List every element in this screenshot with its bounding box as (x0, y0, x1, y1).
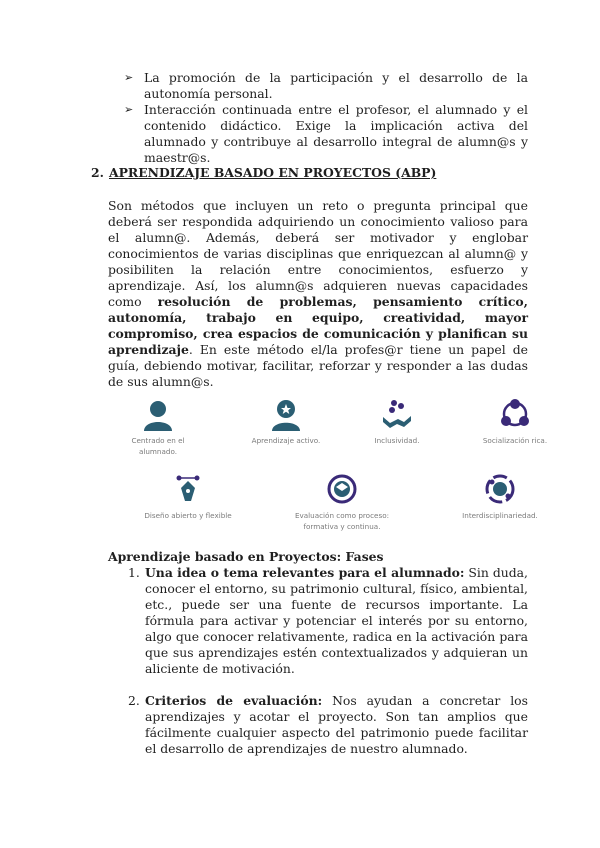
flexible-design-icon (171, 472, 205, 506)
feature-label: Interdisciplinariedad. (462, 511, 538, 520)
feature-label: Inclusividad. (374, 436, 420, 445)
feature-evaluation-process (282, 472, 402, 532)
phase-title: Criterios de evaluación: (145, 693, 323, 708)
section-number: 2. (91, 165, 104, 180)
section-title: APRENDIZAJE BASADO EN PROYECTOS (ABP) (109, 165, 437, 180)
inclusivity-icon (380, 397, 414, 431)
feature-student-centered (118, 397, 198, 457)
phase-title: Una idea o tema relevantes para el alumnado: (145, 565, 465, 580)
bullet-text: Interacción continuada entre el profesor, el alumnado y el contenido didáctico. Exige la implicación activa del alumnado y contribuye al desarrollo integral de alumn@s y maestr@s. (144, 102, 528, 165)
feature-flexible-design (138, 472, 238, 521)
feature-label: Evaluación como proceso: formativa y continua. (294, 511, 390, 531)
interdisciplinary-icon (483, 472, 517, 506)
feature-active-learning (236, 397, 336, 446)
abp-description (108, 198, 528, 390)
active-learning-icon (269, 397, 303, 431)
bullet-list (124, 70, 528, 166)
phase-text: Nos ayudan a concretar los aprendizajes y acotar el proyecto. Son tan amplios que fácilmente cualquier aspecto del patrimonio puede facilitar el desarrollo de aprendizajes de nuestro alumnado. (145, 693, 528, 756)
phases-list (128, 565, 528, 757)
phase-item (128, 565, 528, 677)
feature-label: Socialización rica. (482, 436, 548, 445)
feature-inclusivity (362, 397, 432, 446)
feature-label: Diseño abierto y flexible (144, 511, 232, 520)
phase-text: Sin duda, conocer el entorno, su patrimonio cultural, físico, ambiental, etc., puede ser una fuente de recursos importante. La fórmula para activar y potenciar el interés por su entorno, algo que conocer relativamente, radica en la activación para que sus aprendizajes estén contextualizados y adquieran un aliciente de motivación. (145, 565, 528, 676)
abp-features-graphic (118, 392, 558, 542)
socialization-icon (498, 397, 532, 431)
bullet-text: La promoción de la participación y el desarrollo de la autonomía personal. (144, 70, 528, 101)
arrow-bullet-icon: ➢ (124, 71, 134, 84)
feature-label: Centrado en el alumnado. (131, 436, 185, 456)
feature-interdisciplinary (450, 472, 550, 521)
phase-item (128, 693, 528, 757)
para-intro: Son métodos que incluyen un reto o pregunta principal que deberá ser respondida adquiriendo un conocimiento valioso para el alumn@. Además, deberá ser motivador y englobar conocimientos de varias disciplinas que enriquezcan al alumn@ y posibiliten la relación entre conocimientos, esfuerzo y aprendizaje. Así, los alumn@s adquieren nuevas capacidades como (108, 198, 528, 309)
bullet-item (124, 70, 528, 102)
arrow-bullet-icon: ➢ (124, 103, 134, 116)
phase-number: 2. (128, 693, 140, 708)
section-heading (91, 165, 436, 180)
feature-socialization (470, 397, 560, 446)
bullet-item (124, 102, 528, 166)
para-skills: resolución de problemas, pensamiento crítico, autonomía, trabajo en equipo, creatividad, mayor compromiso, crea espacios de comunicación y planifican su aprendizaje (108, 294, 528, 357)
para-outro: . En este método el/la profes@r tiene un papel de guía, debiendo motivar, facilitar, reforzar y responder a las dudas de sus alumn@s. (108, 342, 528, 389)
phases-heading: Aprendizaje basado en Proyectos: Fases (108, 549, 384, 564)
student-centered-icon (141, 397, 175, 431)
evaluation-process-icon (325, 472, 359, 506)
feature-label: Aprendizaje activo. (251, 436, 321, 445)
phase-number: 1. (128, 565, 140, 580)
